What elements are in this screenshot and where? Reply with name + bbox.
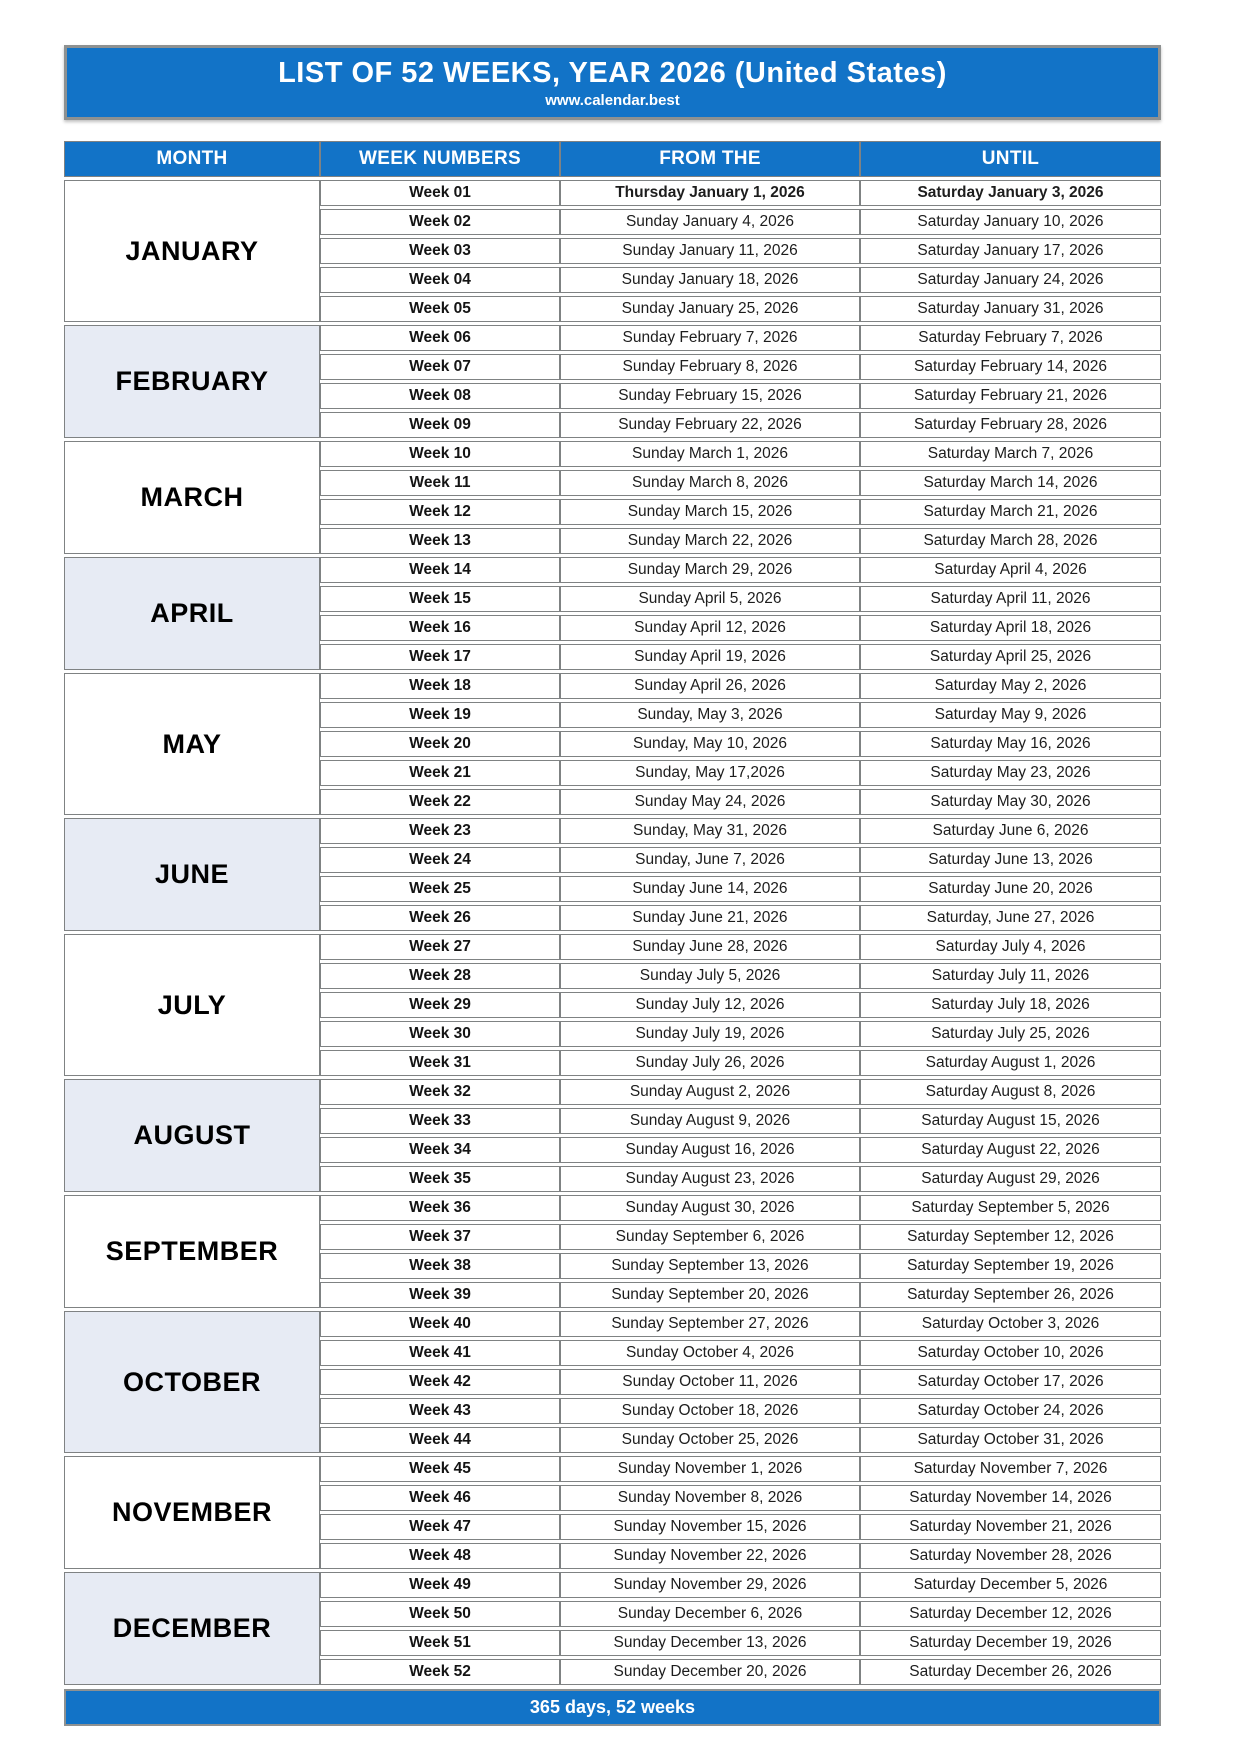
from-date-cell: Sunday July 26, 2026 (560, 1050, 860, 1076)
until-date-cell: Saturday December 12, 2026 (860, 1601, 1161, 1627)
week-number-cell: Week 42 (320, 1369, 560, 1395)
from-date-cell: Sunday November 29, 2026 (560, 1572, 860, 1598)
col-header-week-numbers: WEEK NUMBERS (320, 141, 560, 177)
table-row (64, 557, 1161, 583)
week-number-cell: Week 38 (320, 1253, 560, 1279)
table-row (64, 1572, 1161, 1598)
week-number-cell: Week 05 (320, 296, 560, 322)
from-date-cell: Sunday July 5, 2026 (560, 963, 860, 989)
month-cell-february: FEBRUARY (64, 325, 320, 438)
content-column (64, 0, 1161, 1726)
from-date-cell: Sunday November 1, 2026 (560, 1456, 860, 1482)
until-date-cell: Saturday January 10, 2026 (860, 209, 1161, 235)
week-number-cell: Week 10 (320, 441, 560, 467)
week-number-cell: Week 40 (320, 1311, 560, 1337)
month-cell-july: JULY (64, 934, 320, 1076)
week-number-cell: Week 50 (320, 1601, 560, 1627)
week-number-cell: Week 44 (320, 1427, 560, 1453)
until-date-cell: Saturday March 21, 2026 (860, 499, 1161, 525)
from-date-cell: Sunday August 2, 2026 (560, 1079, 860, 1105)
week-number-cell: Week 27 (320, 934, 560, 960)
week-number-cell: Week 25 (320, 876, 560, 902)
month-cell-march: MARCH (64, 441, 320, 554)
until-date-cell: Saturday February 28, 2026 (860, 412, 1161, 438)
until-date-cell: Saturday December 26, 2026 (860, 1659, 1161, 1685)
until-date-cell: Saturday February 21, 2026 (860, 383, 1161, 409)
from-date-cell: Sunday November 8, 2026 (560, 1485, 860, 1511)
from-date-cell: Sunday October 11, 2026 (560, 1369, 860, 1395)
from-date-cell: Sunday February 7, 2026 (560, 325, 860, 351)
month-cell-december: DECEMBER (64, 1572, 320, 1685)
from-date-cell: Sunday August 16, 2026 (560, 1137, 860, 1163)
from-date-cell: Sunday December 20, 2026 (560, 1659, 860, 1685)
week-number-cell: Week 20 (320, 731, 560, 757)
until-date-cell: Saturday January 24, 2026 (860, 267, 1161, 293)
from-date-cell: Sunday January 11, 2026 (560, 238, 860, 264)
table-header-row (64, 141, 1161, 177)
week-number-cell: Week 08 (320, 383, 560, 409)
week-number-cell: Week 09 (320, 412, 560, 438)
until-date-cell: Saturday September 26, 2026 (860, 1282, 1161, 1308)
until-date-cell: Saturday August 29, 2026 (860, 1166, 1161, 1192)
week-number-cell: Week 39 (320, 1282, 560, 1308)
from-date-cell: Sunday, May 31, 2026 (560, 818, 860, 844)
week-number-cell: Week 03 (320, 238, 560, 264)
from-date-cell: Sunday, May 3, 2026 (560, 702, 860, 728)
week-number-cell: Week 47 (320, 1514, 560, 1540)
until-date-cell: Saturday January 31, 2026 (860, 296, 1161, 322)
week-number-cell: Week 48 (320, 1543, 560, 1569)
from-date-cell: Sunday May 24, 2026 (560, 789, 860, 815)
from-date-cell: Sunday, May 10, 2026 (560, 731, 860, 757)
week-number-cell: Week 37 (320, 1224, 560, 1250)
until-date-cell: Saturday October 24, 2026 (860, 1398, 1161, 1424)
until-date-cell: Saturday, June 27, 2026 (860, 905, 1161, 931)
month-cell-june: JUNE (64, 818, 320, 931)
from-date-cell: Sunday August 30, 2026 (560, 1195, 860, 1221)
site-url: www.calendar.best (545, 92, 680, 110)
until-date-cell: Saturday February 7, 2026 (860, 325, 1161, 351)
month-cell-october: OCTOBER (64, 1311, 320, 1453)
from-date-cell: Sunday February 8, 2026 (560, 354, 860, 380)
col-header-from-the: FROM THE (560, 141, 860, 177)
week-number-cell: Week 12 (320, 499, 560, 525)
table-row (64, 325, 1161, 351)
week-number-cell: Week 11 (320, 470, 560, 496)
until-date-cell: Saturday June 6, 2026 (860, 818, 1161, 844)
until-date-cell: Saturday May 16, 2026 (860, 731, 1161, 757)
week-number-cell: Week 52 (320, 1659, 560, 1685)
week-number-cell: Week 30 (320, 1021, 560, 1047)
until-date-cell: Saturday September 19, 2026 (860, 1253, 1161, 1279)
from-date-cell: Sunday July 19, 2026 (560, 1021, 860, 1047)
until-date-cell: Saturday July 25, 2026 (860, 1021, 1161, 1047)
until-date-cell: Saturday August 22, 2026 (860, 1137, 1161, 1163)
from-date-cell: Sunday, June 7, 2026 (560, 847, 860, 873)
week-number-cell: Week 23 (320, 818, 560, 844)
from-date-cell: Sunday June 14, 2026 (560, 876, 860, 902)
until-date-cell: Saturday May 23, 2026 (860, 760, 1161, 786)
until-date-cell: Saturday April 25, 2026 (860, 644, 1161, 670)
table-row (64, 1311, 1161, 1337)
week-number-cell: Week 35 (320, 1166, 560, 1192)
until-date-cell: Saturday April 18, 2026 (860, 615, 1161, 641)
from-date-cell: Sunday March 22, 2026 (560, 528, 860, 554)
from-date-cell: Sunday October 18, 2026 (560, 1398, 860, 1424)
col-header-month: MONTH (64, 141, 320, 177)
table-row (64, 1195, 1161, 1221)
from-date-cell: Sunday December 13, 2026 (560, 1630, 860, 1656)
from-date-cell: Sunday June 21, 2026 (560, 905, 860, 931)
week-number-cell: Week 26 (320, 905, 560, 931)
week-number-cell: Week 43 (320, 1398, 560, 1424)
from-date-cell: Sunday August 9, 2026 (560, 1108, 860, 1134)
from-date-cell: Sunday April 12, 2026 (560, 615, 860, 641)
week-number-cell: Week 41 (320, 1340, 560, 1366)
summary-text: 365 days, 52 weeks (529, 1697, 696, 1718)
until-date-cell: Saturday March 28, 2026 (860, 528, 1161, 554)
week-number-cell: Week 17 (320, 644, 560, 670)
from-date-cell: Sunday March 8, 2026 (560, 470, 860, 496)
month-cell-september: SEPTEMBER (64, 1195, 320, 1308)
week-number-cell: Week 45 (320, 1456, 560, 1482)
week-number-cell: Week 24 (320, 847, 560, 873)
from-date-cell: Sunday December 6, 2026 (560, 1601, 860, 1627)
until-date-cell: Saturday August 8, 2026 (860, 1079, 1161, 1105)
table-row (64, 673, 1161, 699)
week-number-cell: Week 32 (320, 1079, 560, 1105)
until-date-cell: Saturday June 20, 2026 (860, 876, 1161, 902)
week-number-cell: Week 15 (320, 586, 560, 612)
from-date-cell: Sunday March 1, 2026 (560, 441, 860, 467)
until-date-cell: Saturday December 19, 2026 (860, 1630, 1161, 1656)
from-date-cell: Sunday July 12, 2026 (560, 992, 860, 1018)
until-date-cell: Saturday March 7, 2026 (860, 441, 1161, 467)
month-cell-august: AUGUST (64, 1079, 320, 1192)
until-date-cell: Saturday July 11, 2026 (860, 963, 1161, 989)
from-date-cell: Sunday September 27, 2026 (560, 1311, 860, 1337)
page-title: LIST OF 52 WEEKS, YEAR 2026 (United States) (278, 57, 947, 89)
week-number-cell: Week 22 (320, 789, 560, 815)
until-date-cell: Saturday July 4, 2026 (860, 934, 1161, 960)
weeks-table (64, 138, 1161, 1688)
from-date-cell: Sunday January 25, 2026 (560, 296, 860, 322)
from-date-cell: Sunday June 28, 2026 (560, 934, 860, 960)
table-row (64, 441, 1161, 467)
week-number-cell: Week 51 (320, 1630, 560, 1656)
from-date-cell: Thursday January 1, 2026 (560, 180, 860, 206)
from-date-cell: Sunday March 15, 2026 (560, 499, 860, 525)
until-date-cell: Saturday September 12, 2026 (860, 1224, 1161, 1250)
until-date-cell: Saturday August 15, 2026 (860, 1108, 1161, 1134)
week-number-cell: Week 14 (320, 557, 560, 583)
from-date-cell: Sunday January 18, 2026 (560, 267, 860, 293)
table-row (64, 180, 1161, 206)
week-number-cell: Week 46 (320, 1485, 560, 1511)
until-date-cell: Saturday November 28, 2026 (860, 1543, 1161, 1569)
from-date-cell: Sunday September 13, 2026 (560, 1253, 860, 1279)
from-date-cell: Sunday, May 17,2026 (560, 760, 860, 786)
table-row (64, 1456, 1161, 1482)
until-date-cell: Saturday October 3, 2026 (860, 1311, 1161, 1337)
until-date-cell: Saturday February 14, 2026 (860, 354, 1161, 380)
week-number-cell: Week 13 (320, 528, 560, 554)
from-date-cell: Sunday September 20, 2026 (560, 1282, 860, 1308)
from-date-cell: Sunday October 4, 2026 (560, 1340, 860, 1366)
from-date-cell: Sunday August 23, 2026 (560, 1166, 860, 1192)
from-date-cell: Sunday October 25, 2026 (560, 1427, 860, 1453)
from-date-cell: Sunday March 29, 2026 (560, 557, 860, 583)
month-cell-april: APRIL (64, 557, 320, 670)
month-cell-november: NOVEMBER (64, 1456, 320, 1569)
week-number-cell: Week 19 (320, 702, 560, 728)
table-row (64, 818, 1161, 844)
until-date-cell: Saturday September 5, 2026 (860, 1195, 1161, 1221)
month-cell-may: MAY (64, 673, 320, 815)
summary-bar (64, 1689, 1161, 1726)
week-number-cell: Week 29 (320, 992, 560, 1018)
from-date-cell: Sunday November 15, 2026 (560, 1514, 860, 1540)
until-date-cell: Saturday November 21, 2026 (860, 1514, 1161, 1540)
week-number-cell: Week 18 (320, 673, 560, 699)
until-date-cell: Saturday October 17, 2026 (860, 1369, 1161, 1395)
until-date-cell: Saturday October 31, 2026 (860, 1427, 1161, 1453)
col-header-until: UNTIL (860, 141, 1161, 177)
until-date-cell: Saturday November 14, 2026 (860, 1485, 1161, 1511)
from-date-cell: Sunday February 22, 2026 (560, 412, 860, 438)
until-date-cell: Saturday July 18, 2026 (860, 992, 1161, 1018)
week-number-cell: Week 31 (320, 1050, 560, 1076)
week-number-cell: Week 16 (320, 615, 560, 641)
from-date-cell: Sunday January 4, 2026 (560, 209, 860, 235)
week-number-cell: Week 06 (320, 325, 560, 351)
until-date-cell: Saturday May 9, 2026 (860, 702, 1161, 728)
from-date-cell: Sunday September 6, 2026 (560, 1224, 860, 1250)
week-number-cell: Week 02 (320, 209, 560, 235)
from-date-cell: Sunday February 15, 2026 (560, 383, 860, 409)
week-number-cell: Week 36 (320, 1195, 560, 1221)
until-date-cell: Saturday March 14, 2026 (860, 470, 1161, 496)
until-date-cell: Saturday December 5, 2026 (860, 1572, 1161, 1598)
week-number-cell: Week 33 (320, 1108, 560, 1134)
table-row (64, 1079, 1161, 1105)
until-date-cell: Saturday June 13, 2026 (860, 847, 1161, 873)
week-number-cell: Week 04 (320, 267, 560, 293)
until-date-cell: Saturday April 4, 2026 (860, 557, 1161, 583)
until-date-cell: Saturday January 17, 2026 (860, 238, 1161, 264)
week-number-cell: Week 49 (320, 1572, 560, 1598)
week-number-cell: Week 07 (320, 354, 560, 380)
week-number-cell: Week 34 (320, 1137, 560, 1163)
until-date-cell: Saturday May 2, 2026 (860, 673, 1161, 699)
until-date-cell: Saturday November 7, 2026 (860, 1456, 1161, 1482)
until-date-cell: Saturday October 10, 2026 (860, 1340, 1161, 1366)
from-date-cell: Sunday April 19, 2026 (560, 644, 860, 670)
until-date-cell: Saturday April 11, 2026 (860, 586, 1161, 612)
until-date-cell: Saturday January 3, 2026 (860, 180, 1161, 206)
table-row (64, 934, 1161, 960)
week-number-cell: Week 28 (320, 963, 560, 989)
from-date-cell: Sunday April 5, 2026 (560, 586, 860, 612)
week-number-cell: Week 21 (320, 760, 560, 786)
from-date-cell: Sunday April 26, 2026 (560, 673, 860, 699)
week-number-cell: Week 01 (320, 180, 560, 206)
until-date-cell: Saturday May 30, 2026 (860, 789, 1161, 815)
month-cell-january: JANUARY (64, 180, 320, 322)
page-banner (64, 45, 1161, 120)
until-date-cell: Saturday August 1, 2026 (860, 1050, 1161, 1076)
from-date-cell: Sunday November 22, 2026 (560, 1543, 860, 1569)
